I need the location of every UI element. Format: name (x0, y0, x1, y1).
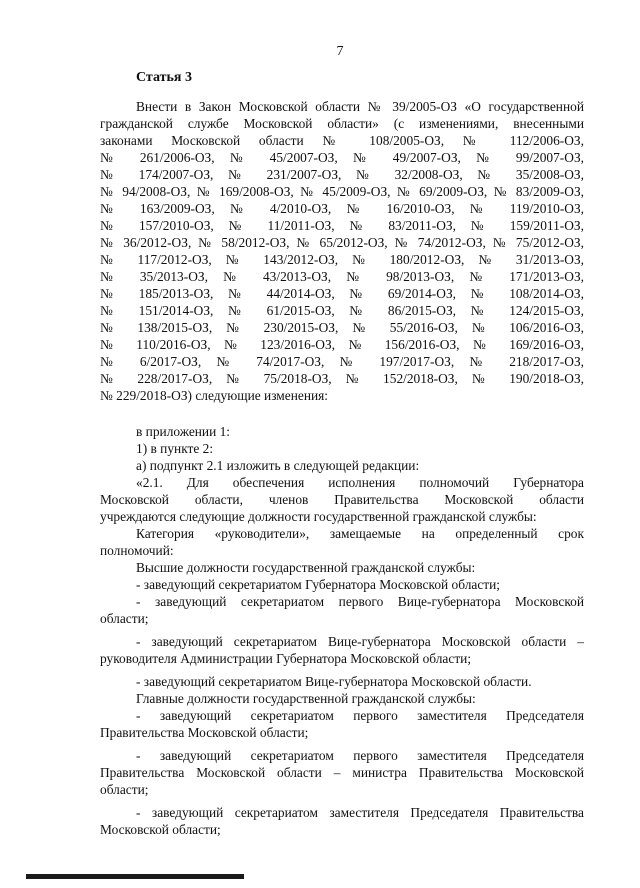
highest-position-item-continued: руководителя Администрации Губернатора Московской области; (100, 651, 472, 666)
intro-line: Внести в Закон Московской области № 39/2005-ОЗ «О государственной (136, 99, 584, 114)
main-position-item: - заведующий секретариатом первого заместителя Председателя (136, 748, 584, 763)
intro-line: № 185/2013-ОЗ, № 44/2014-ОЗ, № 69/2014-ОЗ, № 108/2014-ОЗ, (100, 286, 584, 301)
intro-last-line: № 229/2018-ОЗ) следующие изменения: (100, 388, 329, 403)
main-position-item: - заведующий секретариатом первого заместителя Председателя (136, 708, 584, 723)
intro-line: законами Московской области № 108/2005-ОЗ, № 112/2006-ОЗ, (100, 133, 584, 148)
quote-line: Московской области, членов Правительства Московской области (100, 492, 584, 507)
intro-paragraph (100, 98, 584, 404)
main-position-item-continued: Московской области; (100, 822, 221, 837)
highest-position-item: - заведующий секретариатом Вице-губернатора Московской области. (136, 674, 532, 689)
intro-line: № 157/2010-ОЗ, № 11/2011-ОЗ, № 83/2011-ОЗ, № 159/2011-ОЗ, (100, 218, 584, 233)
highest-position-item: - заведующий секретариатом Губернатора Московской области; (136, 577, 501, 592)
bottom-rule (26, 874, 244, 879)
intro-line: № 228/2017-ОЗ, № 75/2018-ОЗ, № 152/2018-ОЗ, № 190/2018-ОЗ, (100, 371, 584, 386)
quote-line: «2.1. Для обеспечения исполнения полномочий Губернатора (136, 475, 584, 490)
main-position-item-continued: Правительства Московской области – министра Правительства Московской (100, 765, 584, 780)
intro-line: № 35/2013-ОЗ, № 43/2013-ОЗ, № 98/2013-ОЗ, № 171/2013-ОЗ, (100, 269, 584, 284)
category-line: полномочий: (100, 543, 174, 558)
article-heading: Статья 3 (136, 70, 192, 85)
main-position-item: - заведующий секретариатом заместителя Председателя Правительства (136, 805, 584, 820)
main-position-item-continued: Правительства Московской области; (100, 725, 309, 740)
category-line: Категория «руководители», замещаемые на определенный срок (136, 526, 584, 541)
intro-line: № 261/2006-ОЗ, № 45/2007-ОЗ, № 49/2007-ОЗ, № 99/2007-ОЗ, (100, 150, 584, 165)
intro-line: № 36/2012-ОЗ, № 58/2012-ОЗ, № 65/2012-ОЗ, № 74/2012-ОЗ, № 75/2012-ОЗ, (100, 235, 584, 250)
highest-position-item: - заведующий секретариатом первого Вице-губернатора Московской (136, 594, 584, 609)
main-positions-title: Главные должности государственной гражданской службы: (136, 691, 476, 706)
appendix-line: в приложении 1: (136, 424, 231, 439)
page-number: 7 (336, 44, 344, 59)
intro-line: № 163/2009-ОЗ, № 4/2010-ОЗ, № 16/2010-ОЗ, № 119/2010-ОЗ, (100, 201, 584, 216)
intro-line: № 6/2017-ОЗ, № 74/2017-ОЗ, № 197/2017-ОЗ, № 218/2017-ОЗ, (100, 354, 584, 369)
intro-line: № 117/2012-ОЗ, № 143/2012-ОЗ, № 180/2012-ОЗ, № 31/2013-ОЗ, (100, 252, 584, 267)
intro-line: № 174/2007-ОЗ, № 231/2007-ОЗ, № 32/2008-ОЗ, № 35/2008-ОЗ, (100, 167, 584, 182)
highest-position-item: - заведующий секретариатом Вице-губернатора Московской области – (136, 634, 584, 649)
subpoint-line: а) подпункт 2.1 изложить в следующей редакции: (136, 458, 420, 473)
document-body (100, 98, 584, 838)
highest-positions-title: Высшие должности государственной гражданской службы: (136, 560, 476, 575)
quote-line: учреждаются следующие должности государственной гражданской службы: (100, 509, 537, 524)
intro-line: № 151/2014-ОЗ, № 61/2015-ОЗ, № 86/2015-ОЗ, № 124/2015-ОЗ, (100, 303, 584, 318)
intro-line: № 110/2016-ОЗ, № 123/2016-ОЗ, № 156/2016-ОЗ, № 169/2016-ОЗ, (100, 337, 584, 352)
intro-line: гражданской службе Московской области» (с изменениями, внесенными (100, 116, 584, 131)
main-position-item-continued: области; (100, 782, 149, 797)
intro-line: № 94/2008-ОЗ, № 169/2008-ОЗ, № 45/2009-ОЗ, № 69/2009-ОЗ, № 83/2009-ОЗ, (100, 184, 584, 199)
highest-position-item-continued: области; (100, 611, 149, 626)
intro-line: № 138/2015-ОЗ, № 230/2015-ОЗ, № 55/2016-ОЗ, № 106/2016-ОЗ, (100, 320, 584, 335)
point-line: 1) в пункте 2: (136, 441, 214, 456)
